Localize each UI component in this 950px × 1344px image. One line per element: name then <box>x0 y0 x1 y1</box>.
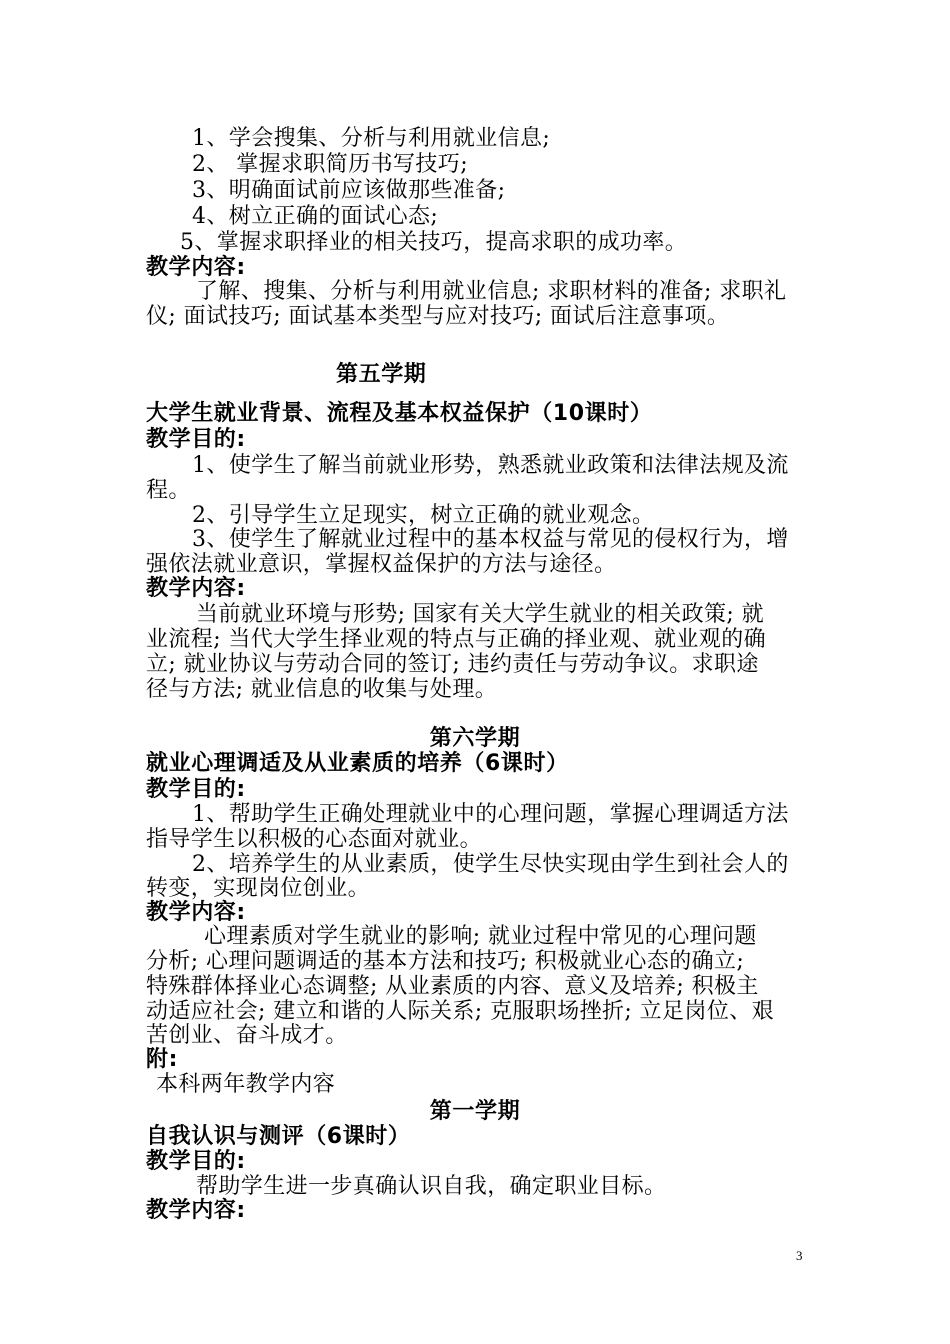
appendix-label: 附: <box>146 1047 178 1072</box>
paragraph-line: 程。 <box>146 478 191 503</box>
paragraph-line: 心理素质对学生就业的影响; 就业过程中常见的心理问题 <box>204 924 757 949</box>
goal-item-3: 3、明确面试前应该做那些准备; <box>192 178 506 203</box>
appendix-subtitle: 本科两年教学内容 <box>156 1072 336 1097</box>
goal-item-2: 2、 掌握求职简历书写技巧; <box>192 152 469 177</box>
paragraph-line: 了解、搜集、分析与利用就业信息; 求职材料的准备; 求职礼 <box>196 279 787 304</box>
goal-item-1: 1、学会搜集、分析与利用就业信息; <box>192 126 551 151</box>
page-number: 3 <box>796 1248 803 1263</box>
paragraph-line: 特殊群体择业心态调整; 从业素质的内容、意义及培养; 积极主 <box>146 974 759 999</box>
paragraph-line: 1、帮助学生正确处理就业中的心理问题，掌握心理调适方法 <box>192 802 789 827</box>
paragraph-line: 分析; 心理问题调适的基本方法和技巧; 积极就业心态的确立; <box>146 949 745 974</box>
paragraph-line: 苦创业、奋斗成才。 <box>146 1023 348 1048</box>
paragraph-line: 径与方法; 就业信息的收集与处理。 <box>146 677 498 702</box>
paragraph-line: 2、引导学生立足现实，树立正确的就业观念。 <box>192 503 655 528</box>
paragraph-line: 转变，实现岗位创业。 <box>146 876 371 901</box>
course-title: 自我认识与测评（6课时） <box>146 1124 411 1149</box>
goal-item-5: 5、掌握求职择业的相关技巧，提高求职的成功率。 <box>180 230 688 255</box>
course-title: 大学生就业背景、流程及基本权益保护（10课时） <box>146 401 653 426</box>
semester-title: 第五学期 <box>336 362 427 387</box>
section-heading: 教学目的: <box>146 777 246 802</box>
semester-title: 第六学期 <box>429 726 521 751</box>
paragraph-line: 立; 就业协议与劳动合同的签订; 违约责任与劳动争议。求职途 <box>146 652 759 677</box>
paragraph-line: 动适应社会; 建立和谐的人际关系; 克服职场挫折; 立足岗位、艰 <box>146 999 775 1024</box>
paragraph-line: 业流程; 当代大学生择业观的特点与正确的择业观、就业观的确 <box>146 627 767 652</box>
paragraph-line: 3、使学生了解就业过程中的基本权益与常见的侵权行为，增 <box>192 527 789 552</box>
paragraph-line: 仪; 面试技巧; 面试基本类型与应对技巧; 面试后注意事项。 <box>146 304 730 329</box>
paragraph-line: 2、培养学生的从业素质，使学生尽快实现由学生到社会人的 <box>192 852 789 877</box>
section-heading: 教学内容: <box>146 255 246 280</box>
section-heading: 教学内容: <box>146 1198 246 1223</box>
section-heading: 教学内容: <box>146 576 246 601</box>
section-heading: 教学目的: <box>146 427 246 452</box>
paragraph-line: 强依法就业意识，掌握权益保护的方法与途径。 <box>146 552 617 577</box>
paragraph-line: 帮助学生进一步真确认识自我，确定职业目标。 <box>196 1174 667 1199</box>
semester-title: 第一学期 <box>429 1099 521 1124</box>
section-heading: 教学内容: <box>146 900 246 925</box>
paragraph-line: 1、使学生了解当前就业形势，熟悉就业政策和法律法规及流 <box>192 453 789 478</box>
paragraph-line: 指导学生以积极的心态面对就业。 <box>146 827 483 852</box>
paragraph-line: 当前就业环境与形势; 国家有关大学生就业的相关政策; 就 <box>196 602 765 627</box>
course-title: 就业心理调适及从业素质的培养（6课时） <box>146 751 569 776</box>
goal-item-4: 4、树立正确的面试心态; <box>192 204 439 229</box>
section-heading: 教学目的: <box>146 1149 246 1174</box>
